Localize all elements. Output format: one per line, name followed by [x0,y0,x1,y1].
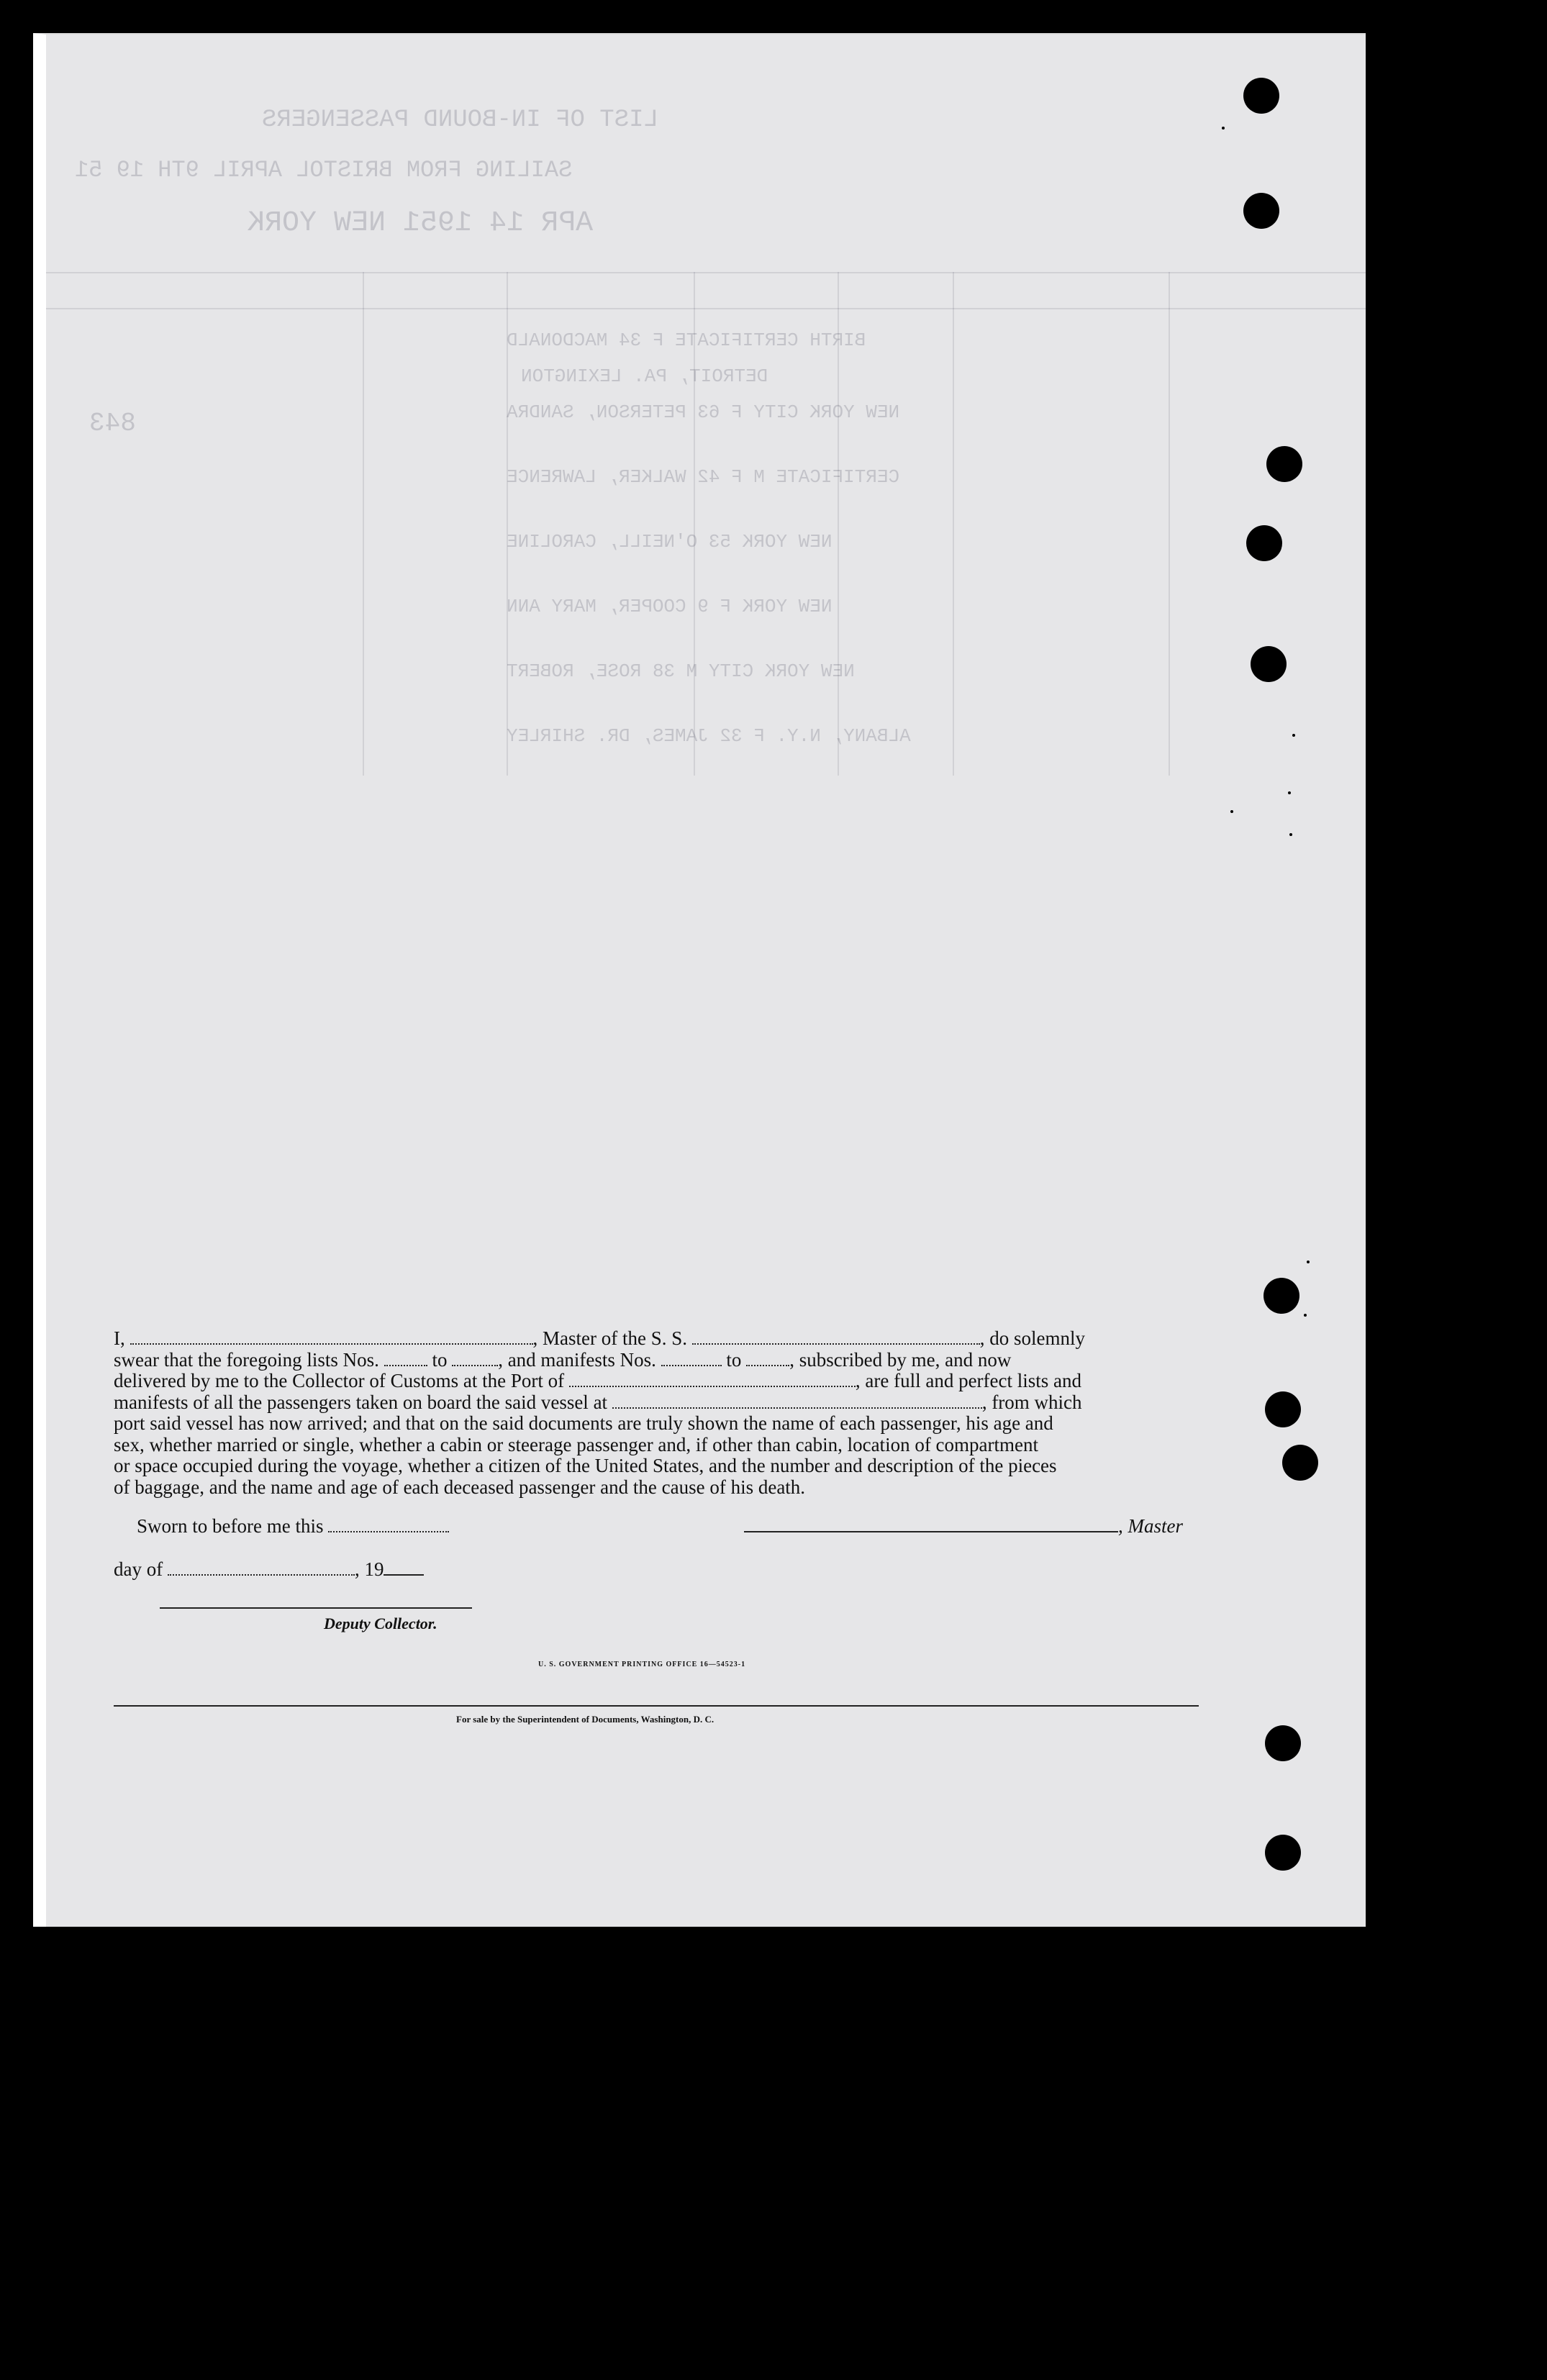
punch-hole-icon [1266,446,1302,482]
oath-line-7: or space occupied during the voyage, whether a citizen of the United States, and the number and description of the pieces [114,1455,1057,1476]
bleed-through-header: LIST OF IN-BOUND PASSENGERS [262,106,658,134]
bleed-through-stamp: APR 14 1951 NEW YORK [248,207,594,240]
manifest-page: LIST OF IN-BOUND PASSENGERS SAILING FROM BRISTOL APRIL 9TH 19 51 APR 14 1951 NEW YORK BIRTH CERTIFICATE F 34 MACDONALD DETROIT, PA. LEXINGTON NEW YORK CITY F 63 PETERSON, SANDRA CERTIFICATE M F 42 WALKER, LAWRENCE NEW YORK 53 O'NEILL, CAROLINE NEW YORK F 9 COOPER, MARY ANN NEW YORK CITY M 38 ROSE, ROBERT ALBANY, N.Y. F 32 JAMES, DR. SHIRLEY 843 [33,33,1366,1927]
punch-hole-icon [1251,646,1287,682]
oath-line-1: I, , Master of the S. S. , do solemnly [114,1327,1085,1349]
day-of-line: day of , 19 [114,1558,424,1581]
oath-line-3: delivered by me to the Collector of Customs at the Port of , are full and perfect lists and [114,1370,1082,1391]
oath-line-2: swear that the foregoing lists Nos. to , and manifests Nos. to , subscribed by me, and now [114,1348,1012,1371]
for-sale-notice: For sale by the Superintendent of Documents, Washington, D. C. [456,1714,714,1725]
punch-hole-icon [1264,1278,1299,1314]
bottom-rule [114,1705,1199,1707]
master-signature-line: , Master [744,1515,1183,1538]
deputy-collector-signature-line [160,1607,472,1609]
bleed-through-voyage: SAILING FROM BRISTOL APRIL 9TH 19 51 [75,157,573,183]
oath-line-6: sex, whether married or single, whether a cabin or steerage passenger and, if other than cabin, location of compartment [114,1433,1039,1455]
punch-hole-icon [1265,1725,1301,1761]
punch-hole-icon [1243,193,1279,229]
punch-hole-icon [1243,78,1279,114]
oath-line-4: manifests of all the passengers taken on board the said vessel at , from which [114,1391,1082,1413]
punch-hole-icon [1265,1835,1301,1871]
gpo-imprint: U. S. GOVERNMENT PRINTING OFFICE 16—54523-1 [538,1661,746,1668]
punch-hole-icon [1265,1391,1301,1427]
oath-line-5: port said vessel has now arrived; and that on the said documents are truly shown the name of each passenger, his age and [114,1412,1053,1434]
deputy-collector-label: Deputy Collector. [324,1614,437,1632]
punch-hole-icon [1246,525,1282,561]
oath-line-8: of baggage, and the name and age of each deceased passenger and the cause of his death. [114,1476,806,1498]
oath-paragraph [114,1328,1199,1498]
punch-hole-icon [1282,1445,1318,1481]
sworn-line: Sworn to before me this [137,1515,449,1538]
